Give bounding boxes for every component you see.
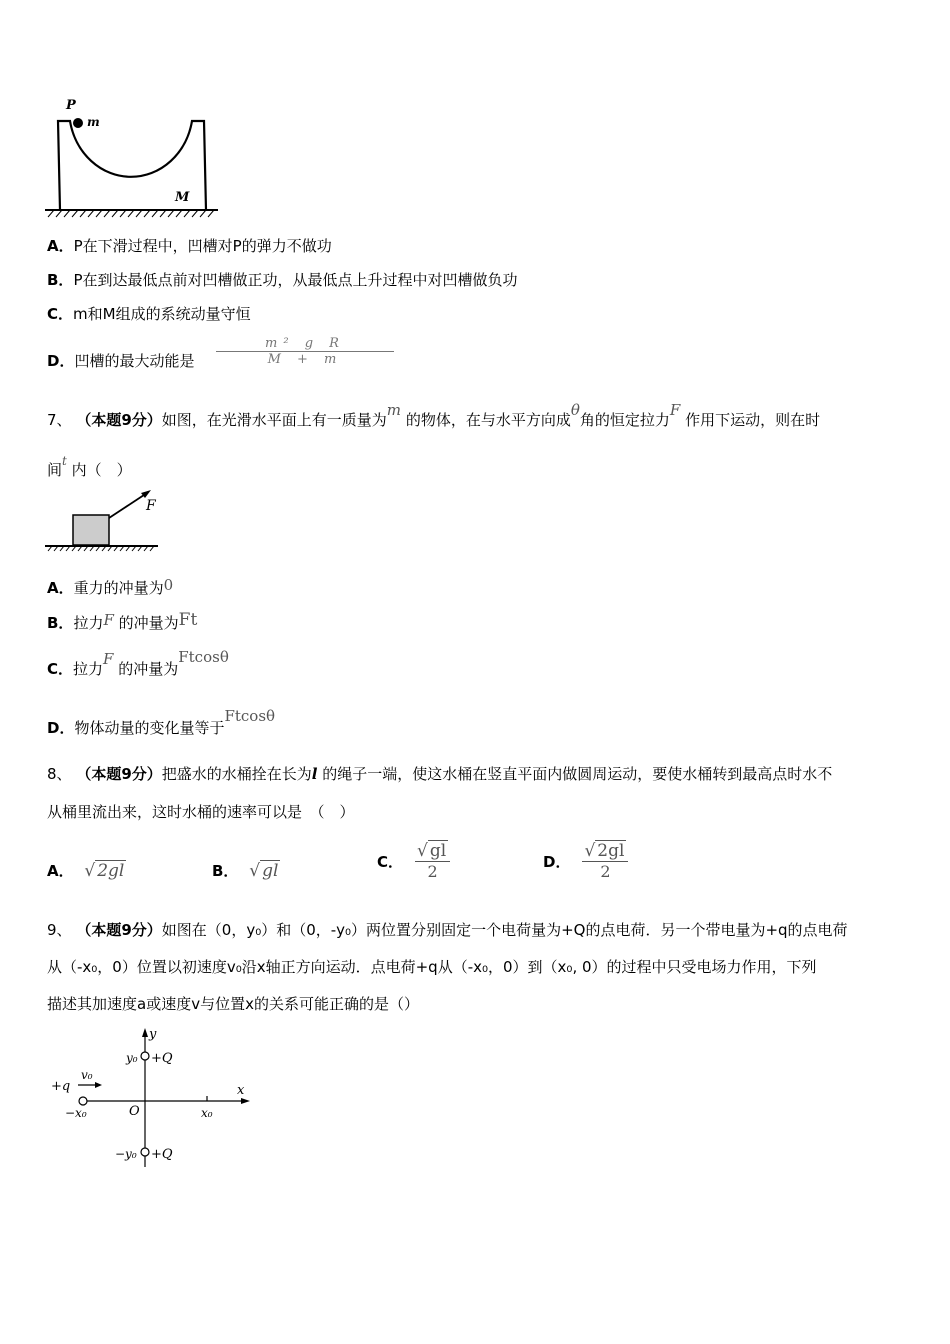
q6-d-formula-den: M + m (267, 352, 343, 367)
label-m: m (87, 115, 100, 129)
q9-stem-line2: 从（-x₀，0）位置以初速度v₀沿x轴正方向运动．点电荷+q从（-x₀，0）到（x₀, 0）的过程中只受电场力作用，下列 (47, 958, 817, 976)
label-plus-q: +q (51, 1079, 71, 1094)
q8-option-c: C． $\frac{√ gl}{2}$ (377, 836, 450, 886)
q9-stem-line1: 9、 （本题9分）如图在（0，y₀）和（0，-y₀）两位置分别固定一个电荷量为+Q的点电荷．另一个带电量为+q的点电荷 (47, 921, 848, 939)
label-y-axis: y (149, 1027, 157, 1042)
q6-option-a: A．P在下滑过程中，凹槽对P的弹力不做功 (47, 237, 332, 255)
label-origin: O (129, 1104, 140, 1119)
q8-option-a: A． √ 2gl (47, 861, 125, 881)
label-neg-y0: −y₀ (115, 1147, 137, 1161)
label-neg-x0: −x₀ (65, 1106, 87, 1120)
q9-stem-line3: 描述其加速度a或速度v与位置x的关系可能正确的是（） (47, 995, 419, 1013)
label-M: M (175, 190, 190, 205)
q6-d-formula-num: m² g R (265, 336, 345, 351)
label-x-axis: x (237, 1083, 245, 1098)
label-plusQ-bottom: +Q (151, 1147, 173, 1162)
q7-option-c: C．拉力F 的冲量为Ftcosθ (47, 648, 229, 678)
q6-option-c: C．m和M组成的系统动量守恒 (47, 305, 251, 323)
block-figure (40, 485, 165, 555)
label-y0: y₀ (126, 1051, 138, 1065)
label-x0: x₀ (201, 1106, 213, 1120)
q8-option-d: D． $\frac{√ 2gl}{2}$ (543, 836, 628, 886)
q7-stem-line2: 间$^t$ 内（ ） (47, 454, 132, 479)
q8-option-b: B． √ gl (212, 861, 279, 881)
q8-stem-line1: 8、 （本题9分）把盛水的水桶拴在长为l 的绳子一端，使这水桶在竖直平面内做圆周运动，要使水桶转到最高点时水不 (47, 765, 833, 783)
q6-option-b: B．P在到达最低点前对凹槽做正功，从最低点上升过程中对凹槽做负功 (47, 271, 518, 289)
charges-figure (45, 1022, 260, 1172)
q8-stem-line2: 从桶里流出来，这时水桶的速率可以是 （ ） (47, 803, 355, 821)
label-p: P (66, 98, 76, 113)
label-v0: v₀ (81, 1068, 93, 1082)
q7-option-a: A．重力的冲量为0 (47, 576, 174, 597)
q6-d-formula (216, 337, 394, 366)
q7-stem-line1: 7、 （本题9分）如图，在光滑水平面上有一质量为m 的物体，在与水平方向成θ角的恒定拉力F 作用下运动，则在时 (47, 401, 821, 429)
groove-figure (40, 95, 225, 225)
q6-option-d: D．凹槽的最大动能是 (47, 352, 195, 370)
label-f: F (146, 498, 156, 514)
q7-option-d: D．物体动量的变化量等于Ftcosθ (47, 707, 276, 737)
q7-option-b: B．拉力F 的冲量为Ft (47, 610, 198, 632)
label-plusQ-top: +Q (151, 1051, 173, 1066)
